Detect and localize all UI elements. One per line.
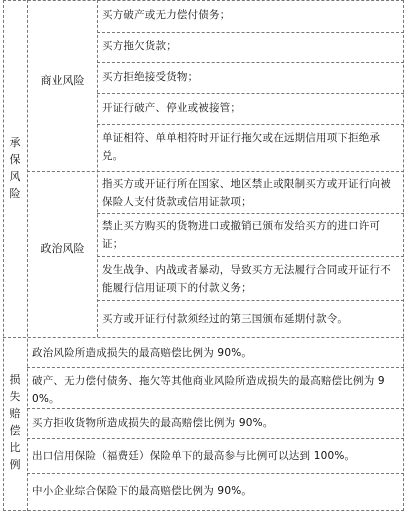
commercial-risk-item: 买方拖欠货款； [102, 40, 177, 52]
row-divider [27, 473, 404, 474]
compensation-ratio-label: 损失赔偿比例 [9, 373, 21, 471]
row-divider [97, 32, 404, 33]
compensation-item: 中小企业综合保险下的最高赔偿比例为 90%。 [32, 485, 253, 497]
political-risk-item: 买方或开证行付款须经过的第三国颁布延期付款令。 [102, 313, 349, 325]
row-divider [97, 93, 404, 94]
commercial-risk-item: 开证行破产、停业或被接管； [102, 102, 242, 114]
commercial-risk-item: 买方破产或无力偿付债务； [102, 9, 231, 21]
compensation-item: 政治风险所造成损失的最高赔偿比例为 90%。 [32, 347, 253, 359]
row-divider [97, 124, 404, 125]
underwriting-risk-label: 承保风险 [9, 136, 21, 200]
commercial-risk-item: 买方拒绝接受货物； [102, 71, 199, 83]
row-divider [97, 213, 404, 214]
group-divider [3, 337, 404, 338]
political-risk-label: 政治风险 [40, 242, 85, 255]
row-divider [97, 300, 404, 301]
compensation-item: 破产、无力偿付债务、拖欠等其他商业风险所造成损失的最高赔偿比例为 90%。 [32, 375, 385, 405]
row-divider [27, 438, 404, 439]
political-risk-item: 禁止买方购买的货物进口或撤销已颁布发给买方的进口许可证； [102, 220, 381, 250]
compensation-item: 买方拒收货物所造成损失的最高赔偿比例为 90%。 [32, 417, 274, 429]
row-divider [97, 256, 404, 257]
commercial-risk-label: 商业风险 [40, 74, 85, 87]
political-risk-item: 发生战争、内战或者暴动，导致买方无法履行合同或开证行不能履行信用证项下的付款义务； [102, 264, 391, 294]
political-risk-item: 指买方或开证行所在国家、地区禁止或限制买方或开证行向被保险人支付货款或信用证款项； [102, 178, 391, 208]
section-divider [27, 171, 404, 172]
commercial-risk-item: 单证相符、单单相符时开证行拖欠或在远期信用项下拒绝承兑。 [102, 132, 381, 162]
row-divider [97, 62, 404, 63]
row-divider [27, 367, 404, 368]
compensation-item: 出口信用保险（福费廷）保险单下的最高参与比例可以达到 100%。 [32, 450, 356, 462]
row-divider [27, 408, 404, 409]
